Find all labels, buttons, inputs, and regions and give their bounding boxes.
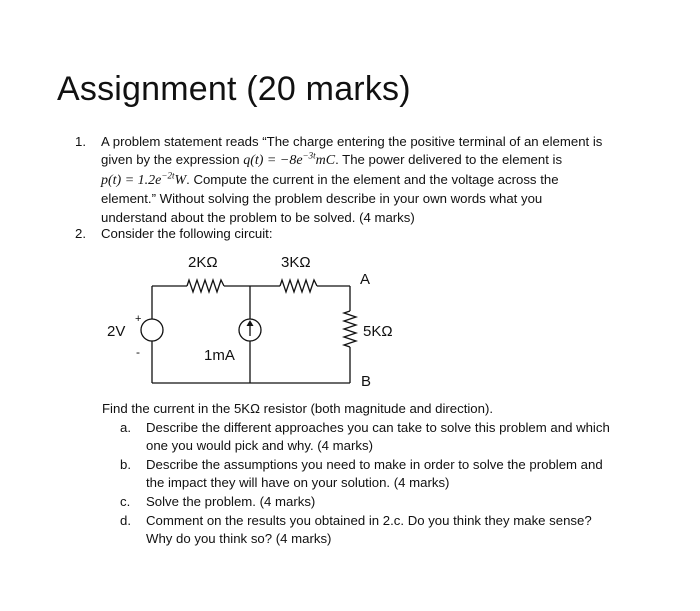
- question-1-text: [101, 133, 641, 227]
- subquestion-line: Describe the different approaches you can take to solve this problem and which: [146, 420, 610, 435]
- charge-expression: [243, 150, 336, 169]
- circuit-diagram: [100, 248, 400, 393]
- subquestion-letter: a.: [120, 420, 131, 435]
- voltage-minus-sign: -: [136, 345, 140, 359]
- subquestion-text: [146, 456, 646, 493]
- q1-line: element.” Without solving the problem describe in your own words what you: [101, 191, 543, 207]
- resistor-3k-symbol: [280, 280, 317, 292]
- subquestion-line: Solve the problem. (4 marks): [146, 494, 316, 509]
- voltage-plus-sign: +: [135, 313, 142, 325]
- node-b-label: B: [361, 373, 372, 390]
- subquestion-text: [146, 493, 646, 511]
- find-instruction: Find the current in the 5KΩ resistor (both magnitude and direction).: [102, 401, 494, 416]
- question-number: 1.: [75, 134, 86, 149]
- subquestion-text: [146, 419, 646, 456]
- subquestion-line: Comment on the results you obtained in 2.c. Do you think they make sense?: [146, 513, 592, 528]
- power-expr-unit: W: [174, 172, 187, 188]
- subquestion-line: Why do you think so? (4 marks): [146, 531, 332, 547]
- q1-line: understand about the problem to be solved. (4 marks): [101, 209, 415, 225]
- q1-line: [101, 151, 641, 170]
- charge-expr-unit: mC: [315, 153, 336, 169]
- subquestion-text: [146, 512, 646, 549]
- current-arrow-head-icon: [247, 320, 254, 326]
- subquestion-letter: b.: [120, 457, 131, 472]
- page-title: Assignment (20 marks): [57, 70, 411, 108]
- question-number: 2.: [75, 226, 86, 241]
- resistor-3k-label: 3KΩ: [281, 254, 311, 271]
- question-2-text: Consider the following circuit:: [101, 226, 273, 241]
- power-expression: [101, 170, 187, 188]
- charge-expr-exponent: −3t: [302, 150, 316, 161]
- voltage-source-symbol: [141, 319, 163, 341]
- subquestion-line: the impact they will have on your solution. (4 marks): [146, 475, 450, 491]
- subquestion-letter: c.: [120, 494, 131, 509]
- charge-expr-base: q(t) = −8e: [243, 153, 303, 169]
- q1-line: [101, 171, 641, 190]
- current-source-label: 1mA: [204, 347, 235, 364]
- resistor-2k-symbol: [187, 280, 224, 292]
- q1-text: . The power delivered to the element is: [335, 152, 563, 168]
- subquestion-letter: d.: [120, 513, 131, 528]
- subquestion-line: Describe the assumptions you need to make in order to solve the problem and: [146, 457, 603, 472]
- q1-text: given by the expression: [101, 152, 244, 168]
- resistor-2k-label: 2KΩ: [188, 254, 218, 271]
- q1-text: . Compute the current in the element and the voltage across the: [186, 171, 559, 187]
- q1-line: A problem statement reads “The charge entering the positive terminal of an element is: [101, 134, 603, 149]
- node-a-label: A: [360, 271, 371, 288]
- resistor-5k-symbol: [344, 311, 356, 347]
- power-expr-base: p(t) = 1.2e: [101, 172, 162, 188]
- resistor-5k-label: 5KΩ: [363, 323, 393, 340]
- voltage-source-label: 2V: [107, 323, 126, 340]
- power-expr-exponent: −2t: [161, 170, 175, 181]
- subquestion-line: one you would pick and why. (4 marks): [146, 438, 373, 454]
